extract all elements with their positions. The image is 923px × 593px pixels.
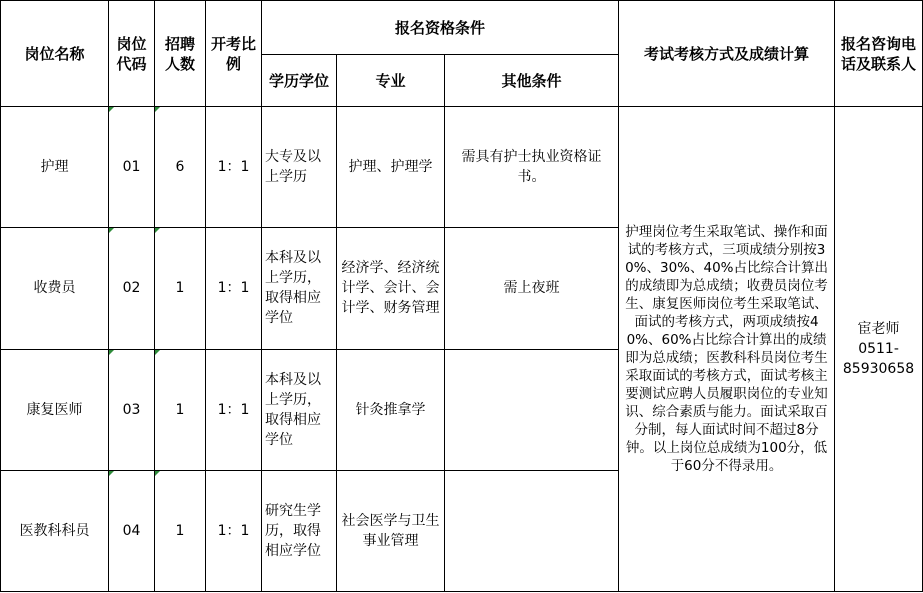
cell-major: 经济学、经济统计学、会计、会计学、财务管理 <box>337 228 445 349</box>
cell-major: 针灸推拿学 <box>337 349 445 470</box>
header-position-code: 岗位代码 <box>109 1 155 107</box>
cell-education: 本科及以上学历，取得相应学位 <box>262 349 337 470</box>
cell-contact <box>835 107 923 592</box>
cell-other: 需具有护士执业资格证书。 <box>445 107 619 228</box>
table-row <box>1 107 923 228</box>
header-exam-ratio: 开考比例 <box>206 1 262 107</box>
cell-recruit-count: 6 <box>155 107 206 228</box>
header-major: 专业 <box>337 55 445 107</box>
contact-name: 宦老师 <box>857 321 900 337</box>
cell-other <box>445 470 619 591</box>
cell-recruit-count: 1 <box>155 349 206 470</box>
cell-recruit-count: 1 <box>155 228 206 349</box>
cell-major: 护理、护理学 <box>337 107 445 228</box>
cell-exam-ratio: 1：1 <box>206 228 262 349</box>
cell-recruit-count: 1 <box>155 470 206 591</box>
header-other: 其他条件 <box>445 55 619 107</box>
header-qualifications: 报名资格条件 <box>262 1 619 55</box>
cell-position-name: 医教科科员 <box>1 470 109 591</box>
cell-position-code: 01 <box>109 107 155 228</box>
cell-position-name: 护理 <box>1 107 109 228</box>
cell-exam-ratio: 1：1 <box>206 107 262 228</box>
header-method: 考试考核方式及成绩计算 <box>619 1 835 107</box>
cell-education: 研究生学历，取得相应学位 <box>262 470 337 591</box>
cell-other: 需上夜班 <box>445 228 619 349</box>
cell-position-name: 康复医师 <box>1 349 109 470</box>
cell-education: 大专及以上学历 <box>262 107 337 228</box>
contact-phone-prefix: 0511- <box>858 341 899 357</box>
cell-exam-method: 护理岗位考生采取笔试、操作和面试的考核方式，三项成绩分别按30%、30%、40%占比综合计算出的成绩即为总成绩；收费员岗位考生、康复医师岗位考生采取笔试、面试的考核方式，两项成绩按40%、60%占比综合计算出的成绩即为总成绩；医教科科员岗位考生采取面试的考核方式，面试考核主要测试应聘人员履职岗位的专业知识、综合素质与能力。面试采取百分制，每人面试时间不超过8分钟。以上岗位总成绩为100分，低于60分不得录用。 <box>619 107 835 592</box>
cell-position-code: 04 <box>109 470 155 591</box>
header-position-name: 岗位名称 <box>1 1 109 107</box>
cell-education: 本科及以上学历，取得相应学位 <box>262 228 337 349</box>
cell-position-code: 03 <box>109 349 155 470</box>
cell-other <box>445 349 619 470</box>
header-contact: 报名咨询电话及联系人 <box>835 1 923 107</box>
cell-position-code: 02 <box>109 228 155 349</box>
cell-exam-ratio: 1：1 <box>206 470 262 591</box>
cell-position-name: 收费员 <box>1 228 109 349</box>
header-recruit-count: 招聘人数 <box>155 1 206 107</box>
contact-phone-number: 85930658 <box>842 361 915 377</box>
cell-exam-ratio: 1：1 <box>206 349 262 470</box>
cell-major: 社会医学与卫生事业管理 <box>337 470 445 591</box>
header-education: 学历学位 <box>262 55 337 107</box>
